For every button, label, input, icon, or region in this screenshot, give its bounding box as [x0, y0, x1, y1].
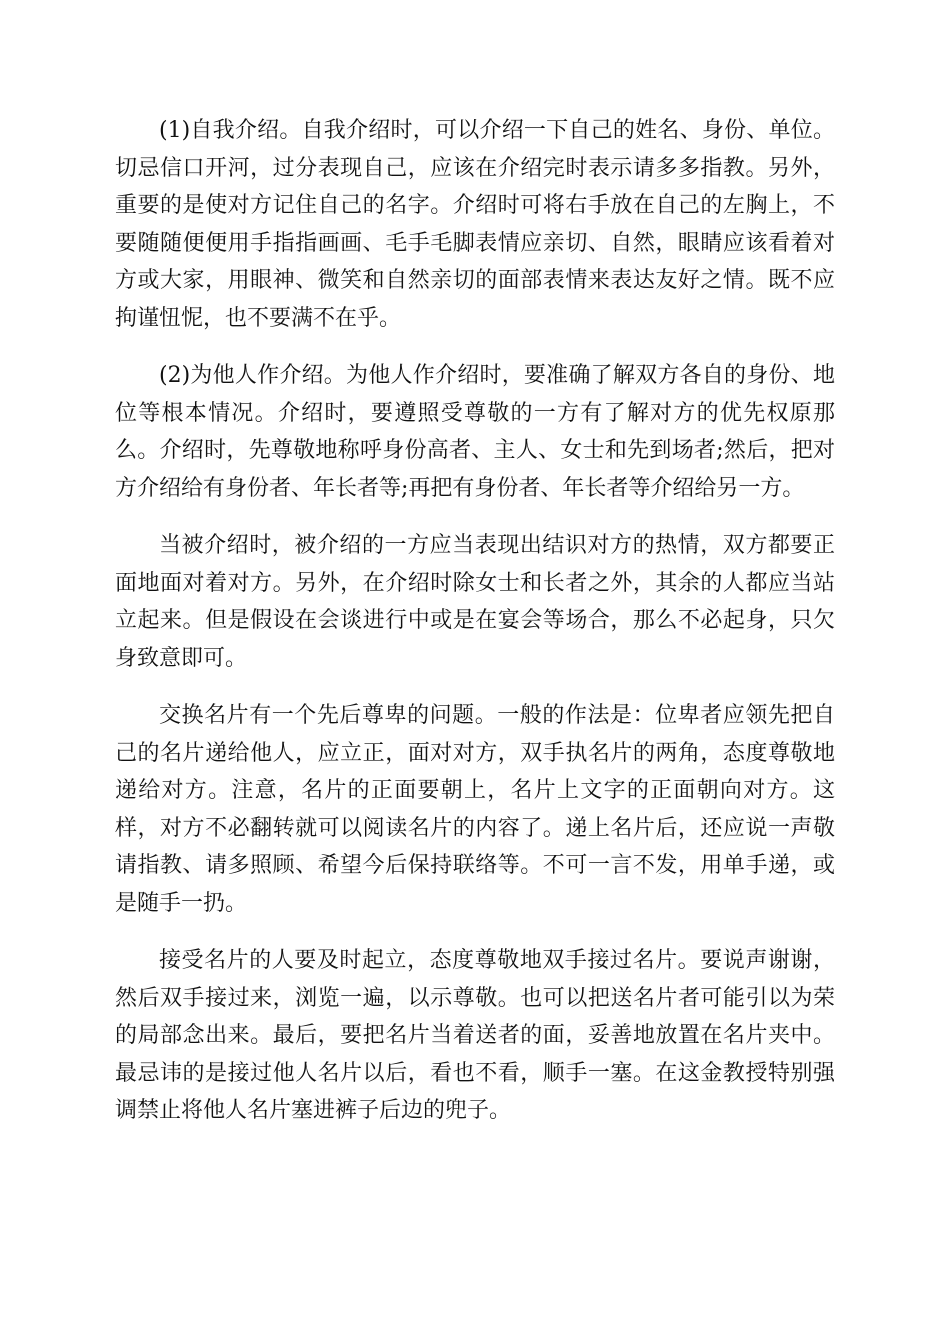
- paragraph-exchanging-cards: 交换名片有一个先后尊卑的问题。一般的作法是：位卑者应领先把自己的名片递给他人，应立正，面对对方，双手执名片的两角，态度尊敬地递给对方。注意，名片的正面要朝上，名片上文字的正面朝向对方。这样，对方不必翻转就可以阅读名片的内容了。递上名片后，还应说一声敬请指教、请多照顾、希望今后保持联络等。不可一言不发，用单手递，或是随手一扔。: [115, 703, 835, 916]
- paragraph-self-introduction: (1)自我介绍。自我介绍时，可以介绍一下自己的姓名、身份、单位。切忌信口开河，过分表现自己，应该在介绍完时表示请多多指教。另外，重要的是使对方记住自己的名字。介绍时可将右手放在自己的左胸上，不要随随便便用手指指画画、毛手毛脚表情应亲切、自然，眼睛应该看着对方或大家，用眼神、微笑和自然亲切的面部表情来表达友好之情。既不应拘谨忸怩，也不要满不在乎。: [115, 118, 835, 331]
- paragraph-being-introduced: 当被介绍时，被介绍的一方应当表现出结识对方的热情，双方都要正面地面对着对方。另外，在介绍时除女士和长者之外，其余的人都应当站立起来。但是假设在会谈进行中或是在宴会等场合，那么不必起身，只欠身致意即可。: [115, 533, 835, 671]
- paragraph-receiving-cards: 接受名片的人要及时起立，态度尊敬地双手接过名片。要说声谢谢，然后双手接过来，浏览一遍，以示尊敬。也可以把送名片者可能引以为荣的局部念出来。最后，要把名片当着送者的面，妥善地放置在名片夹中。最忌讳的是接过他人名片以后，看也不看，顺手一塞。在这金教授特别强调禁止将他人名片塞进裤子后边的兜子。: [115, 948, 835, 1123]
- paragraph-introducing-others: (2)为他人作介绍。为他人作介绍时，要准确了解双方各自的身份、地位等根本情况。介绍时，要遵照受尊敬的一方有了解对方的优先权原那么。介绍时，先尊敬地称呼身份高者、主人、女士和先到场者;然后，把对方介绍给有身份者、年长者等;再把有身份者、年长者等介绍给另一方。: [115, 363, 835, 501]
- document-body: [115, 112, 835, 1150]
